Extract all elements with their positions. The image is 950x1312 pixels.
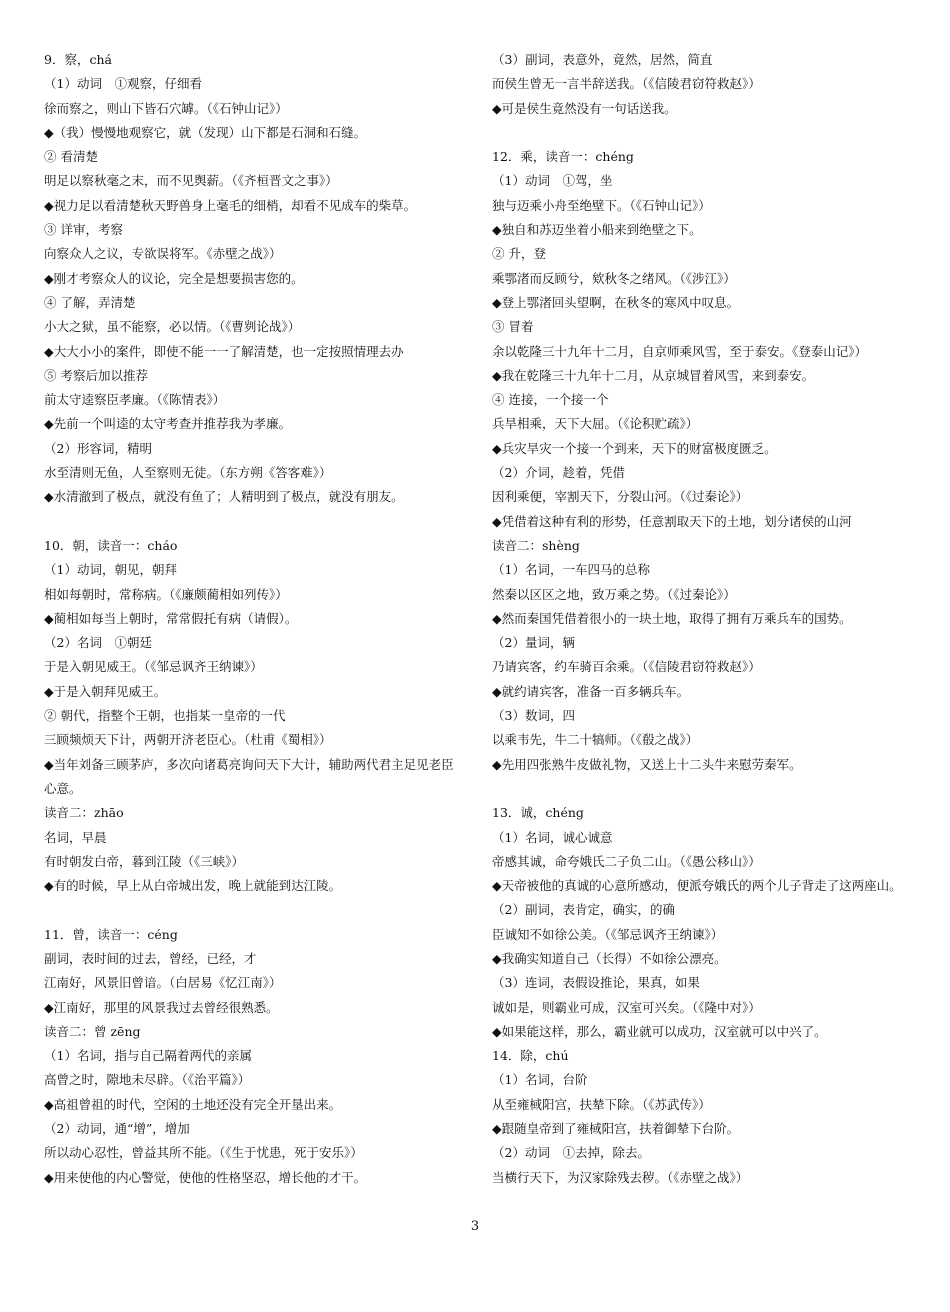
text-line: （3）数词，四 (492, 708, 575, 724)
translation-line: ◆高祖曾祖的时代，空闲的土地还没有完全开垦出来。 (44, 1096, 342, 1112)
text-line: 于是入朝见威王。（《邹忌讽齐王纳谏》） (44, 659, 263, 675)
text-line: 然秦以区区之地，致万乘之势。（《过秦论》） (492, 586, 736, 602)
translation-line: ◆大大小小的案件，即使不能一一了解清楚，也一定按照情理去办 (44, 343, 404, 359)
translation-line: ◆先用四张熟牛皮做礼物，又送上十二头牛来慰劳秦军。 (492, 756, 802, 772)
translation-line: ◆兵灾旱灾一个接一个到来，天下的财富极度匮乏。 (492, 440, 777, 456)
text-line: 江南好，风景旧曾谙。（白居易《忆江南》） (44, 975, 282, 991)
text-line: 读音二：shèng (492, 537, 580, 553)
text-line: 11．曾，读音一：céng (44, 926, 178, 942)
text-line: ② 升，登 (492, 246, 546, 262)
text-line: （3）副词，表意外，竟然，居然，简直 (492, 52, 713, 67)
text-line: ④ 了解，弄清楚 (44, 294, 136, 310)
translation-line: ◆我确实知道自己（长得）不如徐公漂亮。 (492, 950, 727, 966)
translation-line: ◆水清澈到了极点，就没有鱼了；人精明到了极点，就没有朋友。 (44, 489, 404, 505)
translation-line: ◆视力足以看清楚秋天野兽身上毫毛的细梢，却看不见成车的柴草。 (44, 197, 417, 213)
text-line: ② 看清楚 (44, 149, 98, 165)
text-line: ③ 详审，考察 (44, 222, 123, 238)
text-line: 前太守逵察臣孝廉。（《陈情表》） (44, 392, 226, 408)
text-line: 乃请宾客，约车骑百余乘。（《信陵君窃符救赵》） (492, 659, 761, 675)
text-line: 水至清则无鱼，人至察则无徒。（东方朔《答客难》） (44, 465, 332, 481)
text-line: 小大之狱，虽不能察，必以情。（《曹刿论战》） (44, 319, 301, 335)
text-line: 10．朝，读音一：cháo (44, 537, 178, 553)
text-line: （2）量词，辆 (492, 635, 575, 651)
translation-line: ◆用来使他的内心警觉，使他的性格坚忍，增长他的才干。 (44, 1169, 367, 1185)
text-line: 余以乾隆三十九年十二月，自京师乘风雪，至于泰安。《登泰山记》） (492, 343, 868, 359)
text-line: （2）副词，表肯定，确实，的确 (492, 902, 675, 918)
text-line: （1）动词 ①观察，仔细看 (44, 76, 202, 92)
translation-line: ◆于是入朝拜见威王。 (44, 683, 167, 699)
text-line: （2）动词 ①去掉，除去。 (492, 1145, 650, 1161)
text-line: ④ 连接，一个接一个 (492, 392, 609, 408)
translation-line: ◆可是侯生竟然没有一句话送我。 (492, 100, 677, 116)
text-line: （2）动词，通“增”，增加 (44, 1121, 190, 1137)
text-line: 所以动心忍性，曾益其所不能。（《生于忧患，死于安乐》） (44, 1145, 363, 1161)
text-line: （1）名词，一车四马的总称 (492, 562, 650, 578)
text-line: （1）名词，台阶 (492, 1072, 588, 1088)
text-line: 徐而察之，则山下皆石穴罅。（《石钟山记》） (44, 100, 288, 116)
left-column (44, 48, 464, 1190)
text-line: （2）介词，趁着，凭借 (492, 465, 625, 481)
translation-line: ◆然而秦国凭借着很小的一块土地，取得了拥有万乘兵车的国势。 (492, 610, 852, 626)
text-line: 独与迈乘小舟至绝壁下。（《石钟山记》） (492, 197, 711, 213)
text-line: 读音二：zhāo (44, 805, 124, 821)
translation-line: ◆登上鄂渚回头望啊，在秋冬的寒风中叹息。 (492, 294, 740, 310)
translation-line: ◆刚才考察众人的议论，完全是想要损害您的。 (44, 270, 304, 286)
translation-line: ◆蔺相如每当上朝时，常常假托有病（请假）。 (44, 610, 298, 626)
translation-line: ◆有的时候，早上从白帝城出发，晚上就能到达江陵。 (44, 878, 342, 894)
text-line: 兵旱相乘，天下大屈。（《论积贮疏》） (492, 416, 699, 432)
text-line: （1）动词 ①驾，坐 (492, 173, 613, 189)
text-line: 乘鄂渚而反顾兮，欸秋冬之绪风。（《涉江》） (492, 270, 736, 286)
text-line: （2）形容词，精明 (44, 440, 152, 456)
translation-line: ◆跟随皇帝到了雍棫阳宫，扶着御辇下台阶。 (492, 1121, 740, 1137)
translation-line: ◆凭借着这种有利的形势，任意割取天下的土地，划分诸侯的山河 (492, 513, 852, 529)
text-line: 诚如是，则霸业可成，汉室可兴矣。（《隆中对》） (492, 999, 761, 1015)
blank-line (492, 121, 912, 145)
text-line: 13．诚，chéng (492, 805, 584, 821)
text-line: 而侯生曾无一言半辞送我。（《信陵君窃符救赵》） (492, 76, 761, 92)
text-line: （1）名词，诚心诚意 (492, 829, 613, 845)
text-line: 相如每朝时，常称病。（《廉颇蔺相如列传》） (44, 586, 288, 602)
text-line: ③ 冒着 (492, 319, 534, 335)
text-line: 三顾频烦天下计，两朝开济老臣心。（杜甫《蜀相》） (44, 732, 332, 748)
translation-line: ◆江南好，那里的风景我过去曾经很熟悉。 (44, 999, 279, 1015)
text-line: 副词，表时间的过去，曾经，已经，才 (44, 950, 257, 966)
translation-line: ◆就约请宾客，准备一百多辆兵车。 (492, 683, 690, 699)
text-line: （1）名词，指与自己隔着两代的亲属 (44, 1048, 252, 1064)
text-line: 帝感其诚，命夸娥氏二子负二山。（《愚公移山》） (492, 853, 761, 869)
translation-line: ◆先前一个叫逵的太守考查并推荐我为孝廉。 (44, 416, 292, 432)
text-line: （3）连词，表假设推论，果真，如果 (492, 975, 700, 991)
text-line: 12．乘，读音一：chéng (492, 149, 634, 165)
text-line: 高曾之时，隙地未尽辟。（《治平篇》） (44, 1072, 251, 1088)
translation-line: ◆当年刘备三顾茅庐，多次向诸葛亮询问天下大计，辅助两代君主足见老臣心意。 (44, 756, 454, 796)
translation-line: ◆独自和苏迈坐着小船来到绝壁之下。 (492, 222, 702, 238)
text-line: 当横行天下，为汉家除残去秽。（《赤壁之战》） (492, 1169, 749, 1185)
text-line: （1）动词，朝见，朝拜 (44, 562, 177, 578)
text-line: 以乘韦先，牛二十犒师。（《殽之战》） (492, 732, 699, 748)
blank-line (44, 898, 464, 922)
text-line: 明足以察秋毫之末，而不见舆薪。（《齐桓晋文之事》） (44, 173, 338, 189)
right-column (492, 48, 912, 1190)
text-line: ② 朝代，指整个王朝，也指某一皇帝的一代 (44, 708, 286, 724)
text-line: （2）名词 ①朝廷 (44, 635, 152, 651)
text-line: 向察众人之议，专欲误将军。《赤壁之战》） (44, 246, 282, 262)
translation-line: ◆（我）慢慢地观察它，就（发现）山下都是石洞和石缝。 (44, 124, 367, 140)
text-line: 臣诚知不如徐公美。（《邹忌讽齐王纳谏》） (492, 926, 724, 942)
blank-line (492, 777, 912, 801)
text-line: 9．察，chá (44, 52, 112, 67)
translation-line: ◆天帝被他的真诚的心意所感动，便派夸娥氏的两个儿子背走了这两座山。 (492, 878, 902, 894)
page-number: 3 (470, 1219, 480, 1234)
text-line: 因利乘便，宰割天下，分裂山河。（《过秦论》） (492, 489, 749, 505)
translation-line: ◆如果能这样，那么，霸业就可以成功，汉室就可以中兴了。 (492, 1023, 827, 1039)
text-line: 读音二：曾 zēng (44, 1023, 141, 1039)
translation-line: ◆我在乾隆三十九年十二月，从京城冒着风雪，来到泰安。 (492, 367, 815, 383)
text-line: 有时朝发白帝，暮到江陵（《三峡》） (44, 853, 245, 869)
blank-line (44, 510, 464, 534)
text-line: ⑤ 考察后加以推荐 (44, 367, 148, 383)
text-line: 14．除，chú (492, 1048, 569, 1064)
text-line: 名词，早晨 (44, 829, 107, 845)
text-line: 从至雍棫阳宫，扶辇下除。（《苏武传》） (492, 1096, 711, 1112)
